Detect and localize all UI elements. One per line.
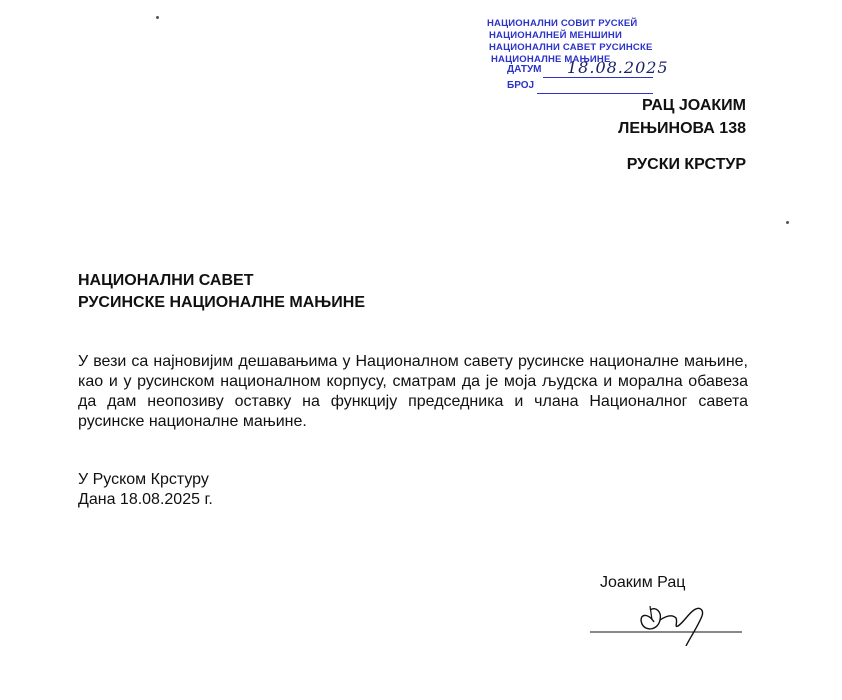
stamp-line: НАЦИОНАЛНЕ МАЊИНЕ	[491, 54, 611, 65]
scan-speck	[156, 16, 159, 19]
sender-street: ЛЕЊИНОВА 138	[618, 120, 746, 137]
stamp-line: НАЦИОНАЛНИ САВЕТ РУСИНСКЕ	[489, 42, 653, 53]
sender-city: РУСКИ КРСТУР	[626, 156, 746, 173]
recipient-line-1: НАЦИОНАЛНИ САВЕТ	[78, 272, 254, 289]
stamp-line: НАЦИОНАЛНЕЙ МЕНШИНИ	[489, 30, 623, 41]
signer-name: Јоаким Рац	[600, 574, 686, 591]
stamp-number-label: БРОЈ	[507, 80, 535, 91]
recipient-line-2: РУСИНСКЕ НАЦИОНАЛНЕ МАЊИНЕ	[78, 294, 366, 311]
stamp-date-value: 18.08.2025	[567, 58, 669, 77]
stamp-date-label: ДАТУМ	[507, 64, 542, 75]
stamp-date-underline	[543, 77, 653, 78]
handwritten-signature	[590, 596, 750, 646]
official-stamp	[485, 14, 685, 94]
date-line: Дана 18.08.2025 г.	[78, 491, 213, 508]
letter-body: У вези са најновијим дешавањима у Националном савету русинске националне мањине, као и у русинском националном корпусу, сматрам да је моја људска и морална обавеза да дам неопозиву оставку на функцију председника и члана Националног савета русинске националне мањине.	[78, 353, 748, 430]
sender-name: РАЦ ЈОАКИМ	[641, 97, 746, 114]
stamp-number-underline	[537, 93, 653, 94]
scan-speck	[786, 221, 789, 224]
place-line: У Руском Крстуру	[78, 471, 209, 488]
stamp-line: НАЦИОНАЛНИ СОВИТ РУСКЕЙ	[487, 18, 638, 29]
